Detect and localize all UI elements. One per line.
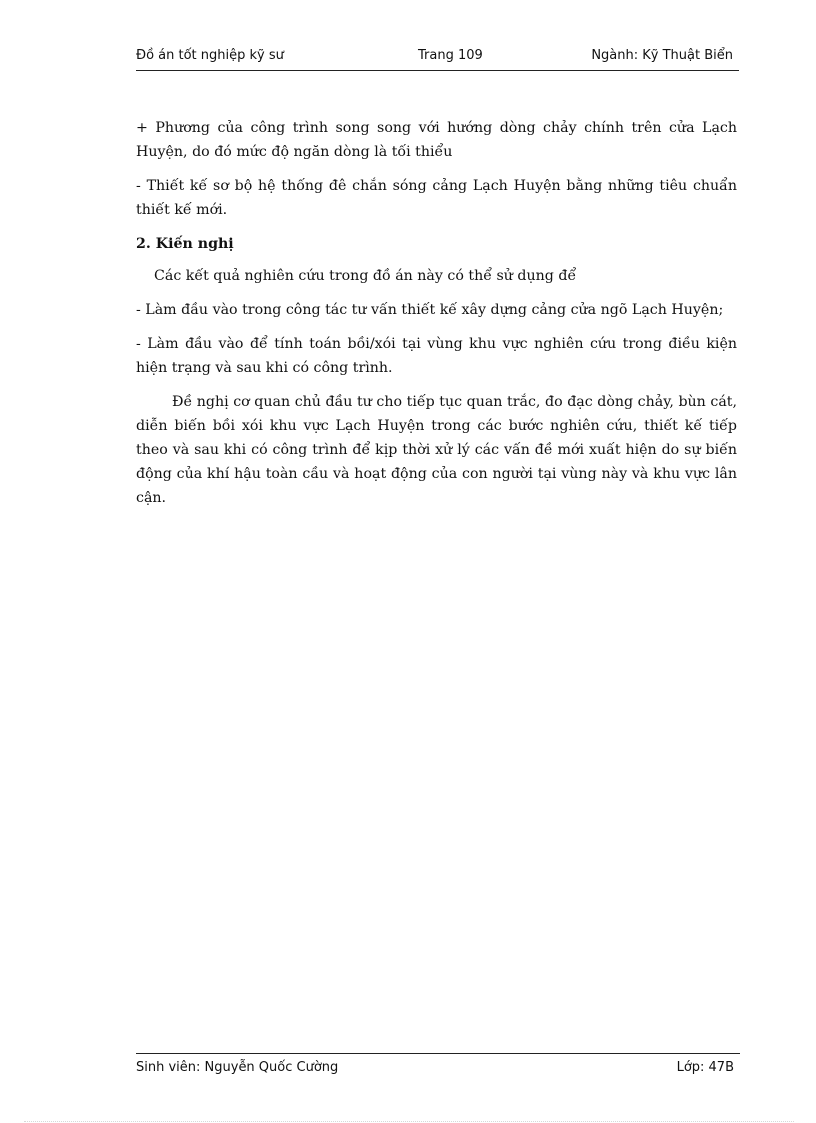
page-bottom-divider	[24, 1121, 794, 1122]
paragraph-design: - Thiết kế sơ bộ hệ thống đê chắn sóng cảng Lạch Huyện bằng những tiêu chuẩn thiết kế mới.	[136, 178, 737, 218]
paragraph-results-usage: Các kết quả nghiên cứu trong đồ án này có thể sử dụng để	[154, 268, 577, 284]
footer-class: Lớp: 47B	[676, 1060, 734, 1075]
header-thesis-title: Đồ án tốt nghiệp kỹ sư	[136, 48, 284, 63]
list-item-input-erosion: - Làm đầu vào để tính toán bồi/xói tại vùng khu vực nghiên cứu trong điều kiện hiện trạng và sau khi có công trình.	[136, 336, 737, 376]
paragraph-direction: + Phương của công trình song song với hướng dòng chảy chính trên cửa Lạch Huyện, do đó mức độ ngăn dòng là tối thiểu	[136, 120, 737, 160]
section-heading-recommendations: 2. Kiến nghị	[136, 236, 234, 252]
page-footer	[136, 1053, 740, 1078]
paragraph-proposal: Đề nghị cơ quan chủ đầu tư cho tiếp tục quan trắc, đo đạc dòng chảy, bùn cát, diễn biến bồi xói khu vực Lạch Huyện trong các bước nghiên cứu, thiết kế tiếp theo và sau khi có công trình để kịp thời xử lý các vấn đề mới xuất hiện do sự biến động của khí hậu toàn cầu và hoạt động của con người tại vùng này và khu vực lân cận.	[136, 394, 737, 506]
body-text	[136, 116, 737, 520]
header-major: Ngành: Kỹ Thuật Biển	[591, 48, 733, 63]
header-page-number: Trang 109	[418, 48, 483, 63]
list-item-input-design: - Làm đầu vào trong công tác tư vấn thiết kế xây dựng cảng cửa ngõ Lạch Huyện;	[136, 302, 724, 318]
page-header	[136, 46, 739, 71]
footer-student-name: Sinh viên: Nguyễn Quốc Cường	[136, 1060, 339, 1075]
